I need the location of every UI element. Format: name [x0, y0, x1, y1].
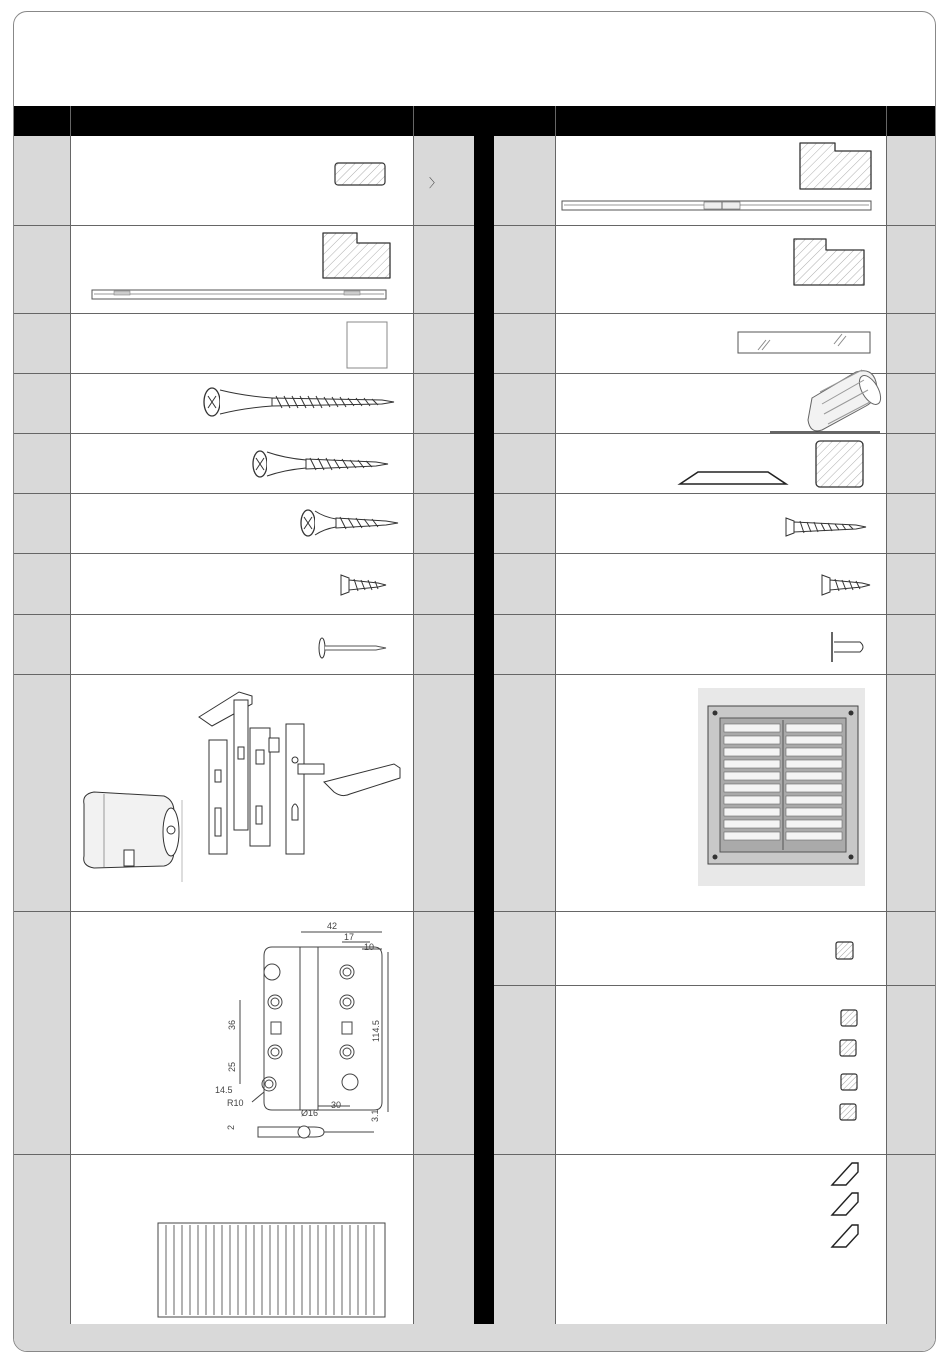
dim-36: 36	[227, 1019, 237, 1030]
part-illustrations	[14, 12, 935, 1351]
screw-small-icon	[341, 575, 386, 595]
rebated-profile-right-icon	[794, 239, 864, 285]
mortise-lock-set-icon	[84, 692, 400, 882]
screw-long-icon	[204, 388, 394, 416]
quantity-mark: 〉	[429, 176, 442, 190]
dim-r10: R10	[227, 1098, 244, 1108]
parts-list-sheet	[13, 11, 936, 1352]
dim-2: 2	[226, 1124, 236, 1130]
screw-medium-icon	[253, 451, 388, 477]
roll-material-icon	[770, 370, 885, 432]
ventilation-grille-icon	[698, 688, 865, 886]
footer-bar	[14, 1324, 935, 1351]
dim-14-5: 14.5	[215, 1085, 233, 1095]
trapezoid-strip-icon	[680, 472, 786, 484]
panel-square-icon	[347, 322, 387, 368]
dim-30: 30	[331, 1100, 342, 1110]
dim-10: 10	[364, 942, 375, 952]
frame-bar-icon	[92, 290, 386, 299]
dim-114-5: 114.5	[371, 1020, 381, 1042]
square-section-icon	[816, 441, 863, 487]
slatted-panel-icon	[158, 1223, 385, 1317]
screw-right-icon	[786, 518, 866, 536]
profile-section-icon	[335, 163, 385, 185]
triangle-moldings-icon	[832, 1163, 858, 1247]
screw-right-small-icon	[822, 575, 870, 595]
small-square-section-icon	[836, 942, 853, 959]
door-bar-icon	[562, 201, 871, 210]
small-square-sections-icon	[840, 1010, 857, 1120]
dim-42: 42	[327, 921, 338, 931]
rebated-profile-icon	[323, 233, 390, 278]
dim-3-1: 3.1	[370, 1109, 380, 1122]
pin-icon	[832, 632, 863, 662]
dim-16: Ø16	[301, 1108, 319, 1118]
nail-icon	[319, 638, 386, 658]
rebated-profile-large-icon	[800, 143, 871, 189]
glass-pane-icon	[738, 332, 870, 353]
screw-short-icon	[301, 510, 398, 536]
dim-25: 25	[227, 1061, 237, 1072]
dim-17: 17	[344, 932, 355, 942]
